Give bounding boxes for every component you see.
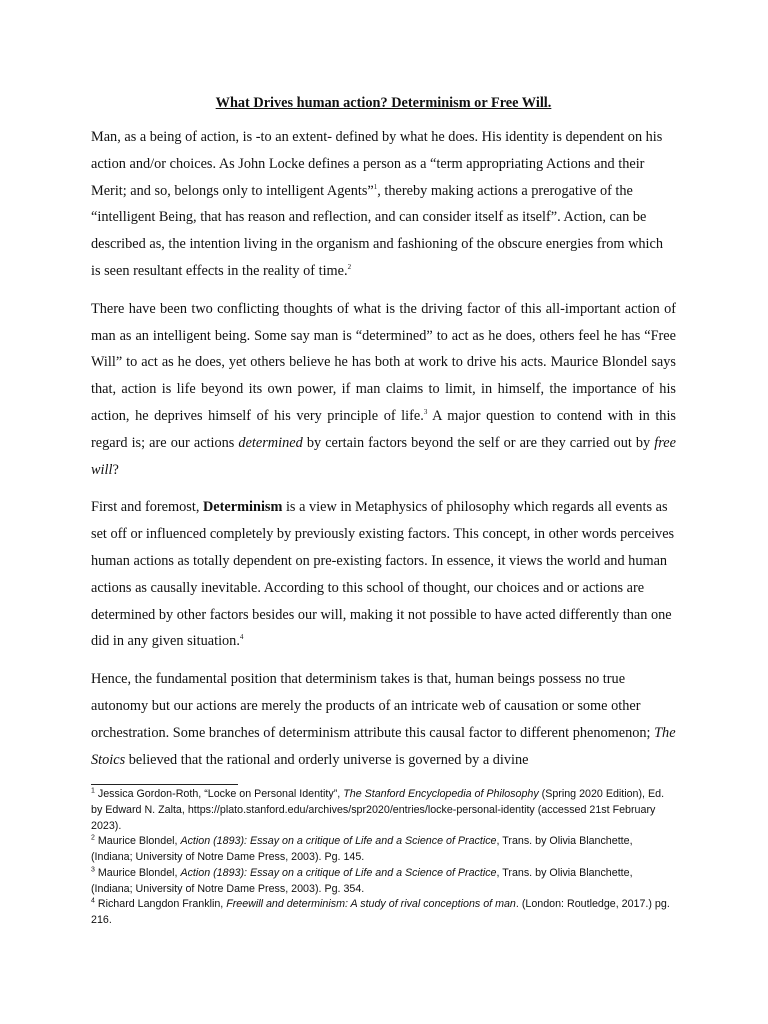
paragraph-text: There have been two conflicting thoughts of what is the driving factor of this all-important action of man as an intelligent being. Some say man is “determined” to act as he does, others feel he has “Free Will” to act as he does, yet others believe he has both at work to drive his acts. Maurice Blondel says that, action is life beyond its own power, if man claims to limit, in himself, the importance of his action, he deprives himself of his very principle of life.	[91, 300, 676, 424]
paragraph-4	[91, 666, 676, 773]
paragraph-text: is a view in Metaphysics of philosophy which regards all events as set off or influenced completely by previously existing factors. This concept, in other words perceives human actions as totally dependent on pre-existing factors. In essence, it views the world and human actions as causally inevitable. According to this school of thought, our choices and or actions are determined by other factors besides our will, making it not possible to have acted differently than one did in any given situation.	[91, 499, 675, 650]
paragraph-text: Man, as a being of action, is -to an extent- defined by what he does. His identity is dependent on his action and/or choices. As John Locke defines a person as a “term appropriating Actions and their Merit; and so, belongs only to intelligent Agents”	[91, 129, 663, 199]
footnote-ref-3[interactable]: 3	[423, 408, 428, 417]
footnote-1	[91, 787, 676, 834]
paragraph-text: by certain factors beyond the self or are they carried out by	[302, 434, 655, 451]
paragraph-text: Hence, the fundamental position that determinism takes is that, human beings possess no true autonomy but our actions are merely the products of an intricate web of causation or some other orchestration. Some branches of determinism attribute this causal factor to different phenomenon;	[91, 671, 655, 741]
footnote-number: 1	[91, 787, 95, 795]
footnote-text: (Spring 2020 Edition), Ed. by Edward N. Zalta, https://plato.stanford.edu/archives/spr2020/entries/locke-personal-identity (accessed 21st February 2023).	[91, 788, 665, 832]
paragraph-2	[91, 296, 676, 484]
footnote-text: Maurice Blondel,	[94, 835, 181, 848]
paragraph-text: , thereby making actions a prerogative of the “intelligent Being, that has reason and reflection, and can consider itself as itself”. Action, can be described as, the intention living in the organism and fashioning of the obscure energies from which is seen resultant effects in the reality of time.	[91, 182, 664, 279]
footnote-ref-2[interactable]: 2	[347, 263, 352, 272]
paragraph-3	[91, 494, 676, 655]
footnote-text: Jessica Gordon-Roth, “Locke on Personal Identity”,	[94, 788, 344, 801]
footnote-2	[91, 834, 676, 865]
footnote-separator	[91, 784, 238, 785]
footnote-text: , Trans. by Olivia Blanchette, (Indiana; University of Notre Dame Press, 2003). Pg. 354.	[91, 866, 633, 895]
footnote-ref-4[interactable]: 4	[239, 633, 244, 642]
paragraph-text: A major question to contend with in this regard is; are our actions	[91, 407, 676, 451]
page-title: What Drives human action? Determinism or Free Will.	[215, 95, 552, 111]
bold-determinism: Determinism	[202, 499, 283, 516]
footnote-ref-1[interactable]: 1	[373, 182, 378, 191]
footnote-text: Richard Langdon Franklin,	[94, 898, 227, 911]
paragraph-1	[91, 124, 676, 285]
footnote-title: Action (1893): Essay on a critique of Life and a Science of Practice	[180, 866, 497, 879]
footnote-number: 3	[91, 866, 95, 874]
emphasis-the-stoics: The Stoics	[91, 724, 676, 768]
footnote-number: 4	[91, 897, 95, 905]
footnote-title: The Stanford Encyclopedia of Philosophy	[343, 788, 539, 801]
footnotes	[91, 787, 676, 928]
footnote-title: Action (1893): Essay on a critique of Life and a Science of Practice	[180, 835, 497, 848]
footnote-number: 2	[91, 834, 95, 842]
footnote-text: . (London: Routledge, 2017.) pg. 216.	[91, 898, 670, 926]
emphasis-free-will: free will	[91, 434, 676, 478]
paragraph-text: ?	[112, 461, 119, 478]
footnote-4	[91, 897, 676, 928]
footnote-text: , Trans. by Olivia Blanchette, (Indiana; University of Notre Dame Press, 2003). Pg. 145.	[91, 835, 633, 864]
footnote-title: Freewill and determinism: A study of rival conceptions of man	[226, 898, 516, 911]
paragraph-text: First and foremost,	[91, 499, 203, 516]
footnote-text: Maurice Blondel,	[94, 866, 181, 879]
paragraph-text: believed that the rational and orderly universe is governed by a divine	[125, 751, 529, 768]
emphasis-determined: determined	[238, 434, 303, 451]
footnote-3	[91, 866, 676, 897]
